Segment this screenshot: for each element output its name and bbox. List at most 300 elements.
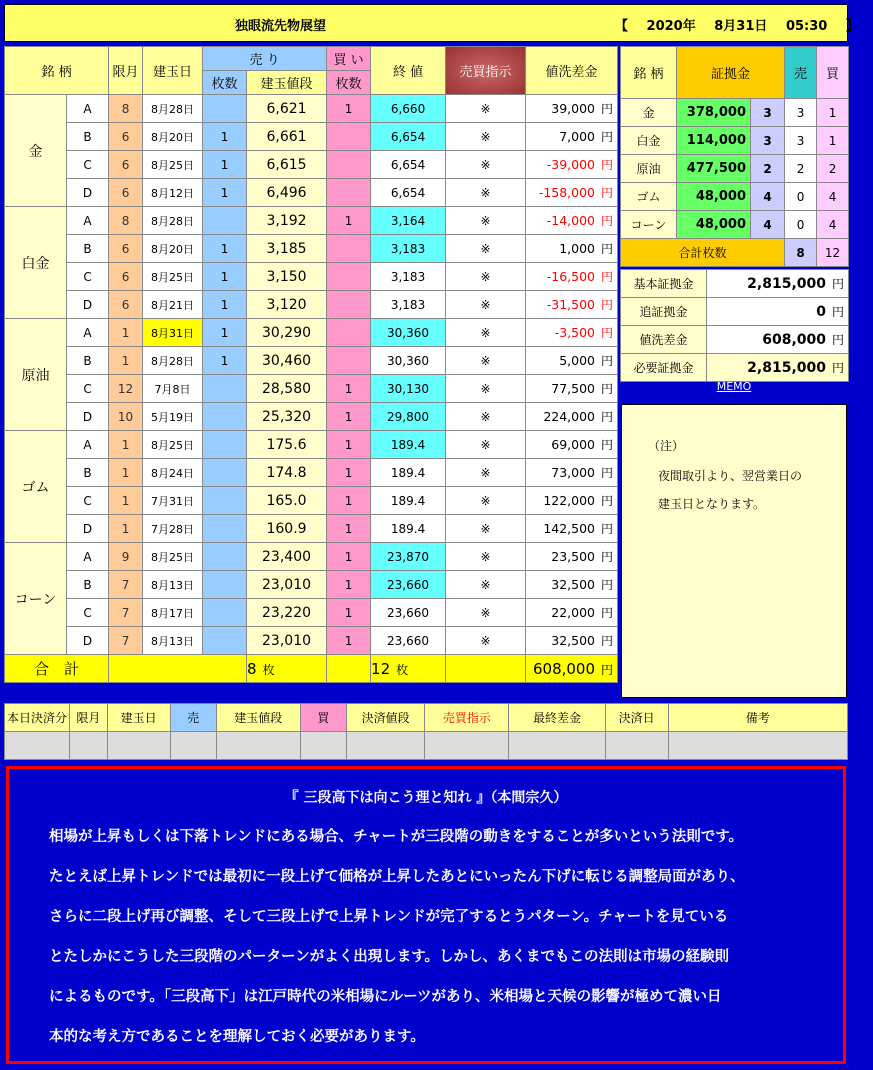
row-pl xyxy=(526,375,618,403)
pl-value: 142,500 xyxy=(543,521,596,536)
row-open-date: 8月20日 xyxy=(143,123,203,151)
row-sell-count: 1 xyxy=(203,151,247,179)
row-buy-count: 1 xyxy=(327,599,371,627)
summary-row xyxy=(621,354,849,382)
memo-box xyxy=(621,404,847,698)
col-sell: 売 り xyxy=(203,47,327,71)
row-pl xyxy=(526,571,618,599)
row-code: D xyxy=(67,515,109,543)
row-signal[interactable]: ※ xyxy=(446,599,526,627)
settle-col-header: 建玉値段 xyxy=(216,704,300,732)
row-month: 7 xyxy=(109,571,143,599)
settle-cell[interactable] xyxy=(300,732,346,760)
summary-amount: 608,000 xyxy=(762,332,826,348)
yen-unit: 円 xyxy=(601,242,614,256)
pl-value: -16,500 xyxy=(546,269,596,284)
margin-amount: 378,000 xyxy=(677,99,751,127)
row-pl xyxy=(526,543,618,571)
row-open-date: 8月25日 xyxy=(143,543,203,571)
row-close-price: 30,360 xyxy=(371,347,446,375)
memo-line-2: 建玉日となります。 xyxy=(658,497,766,511)
row-open-date: 7月31日 xyxy=(143,487,203,515)
row-buy-count xyxy=(327,319,371,347)
row-code: C xyxy=(67,599,109,627)
row-close-price: 30,360 xyxy=(371,319,446,347)
row-signal[interactable]: ※ xyxy=(446,179,526,207)
settle-header-row xyxy=(5,704,848,732)
row-pl xyxy=(526,403,618,431)
row-close-price: 3,183 xyxy=(371,235,446,263)
margin-col-margin: 証拠金 xyxy=(677,47,785,99)
summary-row xyxy=(621,326,849,354)
table-row xyxy=(5,599,618,627)
row-pl xyxy=(526,515,618,543)
row-sell-count xyxy=(203,515,247,543)
total-buy xyxy=(371,655,446,683)
row-month: 8 xyxy=(109,95,143,123)
row-sell-count: 1 xyxy=(203,263,247,291)
settle-cell[interactable] xyxy=(668,732,847,760)
row-open-date: 8月31日 xyxy=(143,319,203,347)
row-signal[interactable]: ※ xyxy=(446,207,526,235)
table-row xyxy=(5,627,618,655)
row-buy-count xyxy=(327,123,371,151)
row-buy-count: 1 xyxy=(327,543,371,571)
summary-row xyxy=(621,270,849,298)
row-buy-count: 1 xyxy=(327,375,371,403)
quote-line: たとえば上昇トレンドでは最初に一段上げて価格が上昇したあとにいったん下げに転じる調整局面があり、 xyxy=(49,869,745,885)
col-close: 終 値 xyxy=(371,47,446,95)
margin-row xyxy=(621,127,849,155)
summary-value xyxy=(707,354,849,382)
brand-name: コーン xyxy=(5,543,67,655)
total-unit: 枚 xyxy=(262,662,275,677)
yen-unit: 円 xyxy=(831,305,844,319)
row-open-price: 30,290 xyxy=(247,319,327,347)
col-sell-count: 枚数 xyxy=(203,71,247,95)
yen-unit: 円 xyxy=(601,382,614,396)
table-row xyxy=(5,179,618,207)
yen-unit: 円 xyxy=(601,522,614,536)
row-pl xyxy=(526,95,618,123)
row-close-price: 189.4 xyxy=(371,487,446,515)
yen-unit: 円 xyxy=(601,354,614,368)
row-pl xyxy=(526,627,618,655)
row-sell-count xyxy=(203,95,247,123)
row-close-price: 6,660 xyxy=(371,95,446,123)
row-open-price: 6,615 xyxy=(247,151,327,179)
row-open-price: 174.8 xyxy=(247,459,327,487)
total-buy-count: 12 xyxy=(371,659,391,678)
row-month: 8 xyxy=(109,207,143,235)
row-open-price: 23,400 xyxy=(247,543,327,571)
settle-col-header: 建玉日 xyxy=(107,704,170,732)
row-buy-count: 1 xyxy=(327,571,371,599)
yen-unit: 円 xyxy=(601,494,614,508)
row-signal[interactable]: ※ xyxy=(446,515,526,543)
summary-amount: 0 xyxy=(816,304,826,320)
row-signal[interactable]: ※ xyxy=(446,263,526,291)
pl-value: 23,500 xyxy=(551,549,596,564)
row-pl xyxy=(526,291,618,319)
row-signal[interactable]: ※ xyxy=(446,627,526,655)
table-row xyxy=(5,375,618,403)
table-row xyxy=(5,95,618,123)
yen-unit: 円 xyxy=(601,578,614,592)
settle-cell[interactable] xyxy=(170,732,216,760)
margin-brand: 白金 xyxy=(621,127,677,155)
row-buy-count: 1 xyxy=(327,459,371,487)
row-pl xyxy=(526,459,618,487)
yen-unit: 円 xyxy=(601,158,614,172)
time-label: 05:30 xyxy=(785,19,828,34)
memo-heading: （注） xyxy=(648,439,685,453)
summary-value xyxy=(707,270,849,298)
margin-row xyxy=(621,183,849,211)
table-row xyxy=(5,403,618,431)
row-buy-count: 1 xyxy=(327,207,371,235)
total-label: 合 計 xyxy=(5,655,109,683)
row-code: B xyxy=(67,235,109,263)
row-open-date: 8月20日 xyxy=(143,235,203,263)
margin-count: 4 xyxy=(751,183,785,211)
settle-cell[interactable] xyxy=(107,732,170,760)
yen-unit: 円 xyxy=(831,361,844,375)
quote-box xyxy=(6,766,846,1064)
row-close-price: 6,654 xyxy=(371,151,446,179)
quote-line: によるものです。「三段高下」は江戸時代の米相場にルーツがあり、米相場と天候の影響が極めて濃い日 xyxy=(49,989,722,1005)
total-pl xyxy=(526,655,618,683)
row-month: 12 xyxy=(109,375,143,403)
margin-total-row xyxy=(621,239,849,267)
settle-col-header: 備考 xyxy=(668,704,847,732)
row-code: C xyxy=(67,375,109,403)
year-label: 2020年 xyxy=(646,19,696,34)
row-code: A xyxy=(67,207,109,235)
row-close-price: 3,183 xyxy=(371,263,446,291)
row-buy-count: 1 xyxy=(327,403,371,431)
row-buy-count: 1 xyxy=(327,515,371,543)
yen-unit: 円 xyxy=(601,270,614,284)
row-code: A xyxy=(67,319,109,347)
margin-count: 3 xyxy=(751,127,785,155)
col-signal: 売買指示 xyxy=(446,47,526,95)
summary-amount: 2,815,000 xyxy=(747,360,826,376)
row-sell-count xyxy=(203,207,247,235)
summary-label: 値洗差金 xyxy=(621,326,707,354)
row-open-date: 5月19日 xyxy=(143,403,203,431)
margin-count: 2 xyxy=(751,155,785,183)
row-close-price: 29,800 xyxy=(371,403,446,431)
row-open-date: 7月28日 xyxy=(143,515,203,543)
yen-unit: 円 xyxy=(601,410,614,424)
yen-unit: 円 xyxy=(601,130,614,144)
row-code: D xyxy=(67,179,109,207)
table-row xyxy=(5,263,618,291)
pl-value: -14,000 xyxy=(546,213,596,228)
margin-amount: 48,000 xyxy=(677,183,751,211)
row-sell-count: 1 xyxy=(203,319,247,347)
pl-value: 22,000 xyxy=(551,605,596,620)
settle-col-header: 限月 xyxy=(70,704,108,732)
row-month: 1 xyxy=(109,459,143,487)
row-signal[interactable]: ※ xyxy=(446,151,526,179)
col-open-price: 建玉値段 xyxy=(247,71,327,95)
row-open-price: 30,460 xyxy=(247,347,327,375)
row-close-price: 3,183 xyxy=(371,291,446,319)
row-sell-count: 1 xyxy=(203,179,247,207)
row-month: 6 xyxy=(109,151,143,179)
pl-value: 32,500 xyxy=(551,577,596,592)
row-close-price: 30,130 xyxy=(371,375,446,403)
yen-unit: 円 xyxy=(601,438,614,452)
table-row xyxy=(5,571,618,599)
yen-unit: 円 xyxy=(601,662,614,677)
row-open-price: 3,192 xyxy=(247,207,327,235)
summary-amount: 2,815,000 xyxy=(747,276,826,292)
row-sell-count xyxy=(203,627,247,655)
row-pl xyxy=(526,179,618,207)
settle-col-header: 決済日 xyxy=(605,704,668,732)
pl-value: 32,500 xyxy=(551,633,596,648)
row-month: 10 xyxy=(109,403,143,431)
margin-sell: 3 xyxy=(785,99,817,127)
row-signal[interactable]: ※ xyxy=(446,459,526,487)
total-sell-count: 8 xyxy=(247,659,257,678)
row-pl xyxy=(526,123,618,151)
summary-row xyxy=(621,298,849,326)
total-unit: 枚 xyxy=(396,662,409,677)
settle-cell[interactable] xyxy=(346,732,425,760)
yen-unit: 円 xyxy=(601,634,614,648)
summary-table xyxy=(620,269,849,382)
row-open-price: 6,496 xyxy=(247,179,327,207)
quote-line: 相場が上昇もしくは下落トレンドにある場合、チャートが三段階の動きをすることが多いという法則です。 xyxy=(49,829,744,845)
row-signal[interactable]: ※ xyxy=(446,375,526,403)
margin-sell: 3 xyxy=(785,127,817,155)
pl-value: 122,000 xyxy=(543,493,596,508)
row-signal[interactable]: ※ xyxy=(446,431,526,459)
settle-col-header: 売 xyxy=(170,704,216,732)
row-open-price: 6,621 xyxy=(247,95,327,123)
pl-value: 5,000 xyxy=(559,353,596,368)
margin-amount: 477,500 xyxy=(677,155,751,183)
page-title: 独眼流先物展望 xyxy=(235,19,327,34)
row-signal[interactable]: ※ xyxy=(446,291,526,319)
row-code: C xyxy=(67,151,109,179)
row-open-date: 8月13日 xyxy=(143,627,203,655)
yen-unit: 円 xyxy=(601,186,614,200)
yen-unit: 円 xyxy=(831,333,844,347)
row-month: 7 xyxy=(109,627,143,655)
row-open-price: 160.9 xyxy=(247,515,327,543)
row-close-price: 189.4 xyxy=(371,431,446,459)
summary-label: 基本証拠金 xyxy=(621,270,707,298)
yen-unit: 円 xyxy=(601,550,614,564)
row-open-date: 7月8日 xyxy=(143,375,203,403)
settle-col-header: 最終差金 xyxy=(509,704,605,732)
yen-unit: 円 xyxy=(601,214,614,228)
row-code: B xyxy=(67,347,109,375)
row-code: D xyxy=(67,627,109,655)
margin-total-buy: 12 xyxy=(817,239,849,267)
row-buy-count xyxy=(327,151,371,179)
summary-value xyxy=(707,326,849,354)
margin-buy: 1 xyxy=(817,127,849,155)
row-code: A xyxy=(67,543,109,571)
margin-col-brand: 銘 柄 xyxy=(621,47,677,99)
yen-unit: 円 xyxy=(601,466,614,480)
summary-label: 必要証拠金 xyxy=(621,354,707,382)
settle-cell[interactable] xyxy=(5,732,70,760)
row-month: 6 xyxy=(109,235,143,263)
row-open-price: 28,580 xyxy=(247,375,327,403)
margin-brand: 原油 xyxy=(621,155,677,183)
margin-amount: 114,000 xyxy=(677,127,751,155)
quote-line: 本的な考え方であることを理解しておく必要があります。 xyxy=(49,1029,425,1045)
row-sell-count: 1 xyxy=(203,347,247,375)
yen-unit: 円 xyxy=(601,102,614,116)
row-signal[interactable]: ※ xyxy=(446,347,526,375)
row-code: B xyxy=(67,459,109,487)
pl-value: -31,500 xyxy=(546,297,596,312)
row-buy-count: 1 xyxy=(327,431,371,459)
summary-label: 追証拠金 xyxy=(621,298,707,326)
margin-brand: ゴム xyxy=(621,183,677,211)
total-spacer xyxy=(109,655,247,683)
settle-cell[interactable] xyxy=(216,732,300,760)
settle-empty-row xyxy=(5,732,848,760)
row-code: D xyxy=(67,291,109,319)
row-buy-count xyxy=(327,291,371,319)
col-open-date: 建玉日 xyxy=(143,47,203,95)
row-close-price: 23,660 xyxy=(371,599,446,627)
quote-line: さらに二段上げ再び調整、そして三段上げで上昇トレンドが完了するとうパターン。チャートを見ている xyxy=(49,909,729,925)
margin-sell: 2 xyxy=(785,155,817,183)
margin-col-buy: 買 xyxy=(817,47,849,99)
margin-buy: 4 xyxy=(817,183,849,211)
row-open-price: 6,661 xyxy=(247,123,327,151)
margin-total-label: 合計枚数 xyxy=(621,239,785,267)
row-signal[interactable]: ※ xyxy=(446,319,526,347)
settle-col-header: 決済値段 xyxy=(346,704,425,732)
row-code: D xyxy=(67,403,109,431)
settle-cell[interactable] xyxy=(605,732,668,760)
settle-cell[interactable] xyxy=(70,732,108,760)
margin-sell: 0 xyxy=(785,211,817,239)
row-month: 7 xyxy=(109,599,143,627)
summary-value xyxy=(707,298,849,326)
col-buy-count: 枚数 xyxy=(327,71,371,95)
row-close-price: 3,164 xyxy=(371,207,446,235)
row-signal[interactable]: ※ xyxy=(446,543,526,571)
settle-cell[interactable] xyxy=(509,732,605,760)
row-signal[interactable]: ※ xyxy=(446,95,526,123)
bracket-close: 】 xyxy=(845,19,859,34)
row-signal[interactable]: ※ xyxy=(446,487,526,515)
row-signal[interactable]: ※ xyxy=(446,403,526,431)
total-sell xyxy=(247,655,327,683)
row-month: 9 xyxy=(109,543,143,571)
col-month: 限月 xyxy=(109,47,143,95)
memo-link[interactable]: MEMO xyxy=(716,380,752,393)
total-row xyxy=(5,655,618,683)
row-sell-count xyxy=(203,599,247,627)
row-open-date: 8月28日 xyxy=(143,207,203,235)
quote-line: とたしかにこうした三段階のパーターンがよく出現します。しかし、あくまでもこの法則は市場の経験則 xyxy=(49,949,730,965)
pl-value: -39,000 xyxy=(546,157,596,172)
row-month: 1 xyxy=(109,515,143,543)
row-pl xyxy=(526,487,618,515)
brand-name: 白金 xyxy=(5,207,67,319)
row-signal[interactable]: ※ xyxy=(446,235,526,263)
pl-value: 224,000 xyxy=(543,409,596,424)
row-signal[interactable]: ※ xyxy=(446,571,526,599)
pl-value: 73,000 xyxy=(551,465,596,480)
row-buy-count xyxy=(327,347,371,375)
row-signal[interactable]: ※ xyxy=(446,123,526,151)
settle-cell[interactable] xyxy=(425,732,509,760)
row-open-date: 8月24日 xyxy=(143,459,203,487)
row-buy-count xyxy=(327,235,371,263)
margin-sell: 0 xyxy=(785,183,817,211)
row-sell-count: 1 xyxy=(203,235,247,263)
title-bar xyxy=(4,4,859,42)
row-code: A xyxy=(67,431,109,459)
yen-unit: 円 xyxy=(601,326,614,340)
row-pl xyxy=(526,431,618,459)
margin-buy: 4 xyxy=(817,211,849,239)
row-open-price: 23,010 xyxy=(247,627,327,655)
row-open-date: 8月25日 xyxy=(143,263,203,291)
row-sell-count xyxy=(203,571,247,599)
row-open-price: 3,185 xyxy=(247,235,327,263)
row-open-price: 3,150 xyxy=(247,263,327,291)
row-sell-count: 1 xyxy=(203,291,247,319)
pl-value: -158,000 xyxy=(538,185,596,200)
margin-row xyxy=(621,99,849,127)
row-buy-count: 1 xyxy=(327,627,371,655)
pl-value: 7,000 xyxy=(559,129,596,144)
row-pl xyxy=(526,207,618,235)
row-pl xyxy=(526,235,618,263)
table-row xyxy=(5,543,618,571)
row-pl xyxy=(526,319,618,347)
row-sell-count: 1 xyxy=(203,123,247,151)
margin-total-sell: 8 xyxy=(785,239,817,267)
yen-unit: 円 xyxy=(601,606,614,620)
col-pl: 値洗差金 xyxy=(526,47,618,95)
table-row xyxy=(5,123,618,151)
margin-count: 3 xyxy=(751,99,785,127)
row-sell-count xyxy=(203,459,247,487)
pl-value: 77,500 xyxy=(551,381,596,396)
row-open-date: 8月17日 xyxy=(143,599,203,627)
table-row xyxy=(5,319,618,347)
row-month: 1 xyxy=(109,487,143,515)
margin-table xyxy=(620,46,849,267)
row-sell-count xyxy=(203,543,247,571)
row-open-date: 8月25日 xyxy=(143,151,203,179)
row-close-price: 189.4 xyxy=(371,515,446,543)
row-close-price: 23,660 xyxy=(371,571,446,599)
total-spacer xyxy=(446,655,526,683)
row-open-date: 8月28日 xyxy=(143,95,203,123)
row-open-price: 23,010 xyxy=(247,571,327,599)
row-month: 6 xyxy=(109,291,143,319)
table-row xyxy=(5,347,618,375)
margin-header-row xyxy=(621,47,849,99)
